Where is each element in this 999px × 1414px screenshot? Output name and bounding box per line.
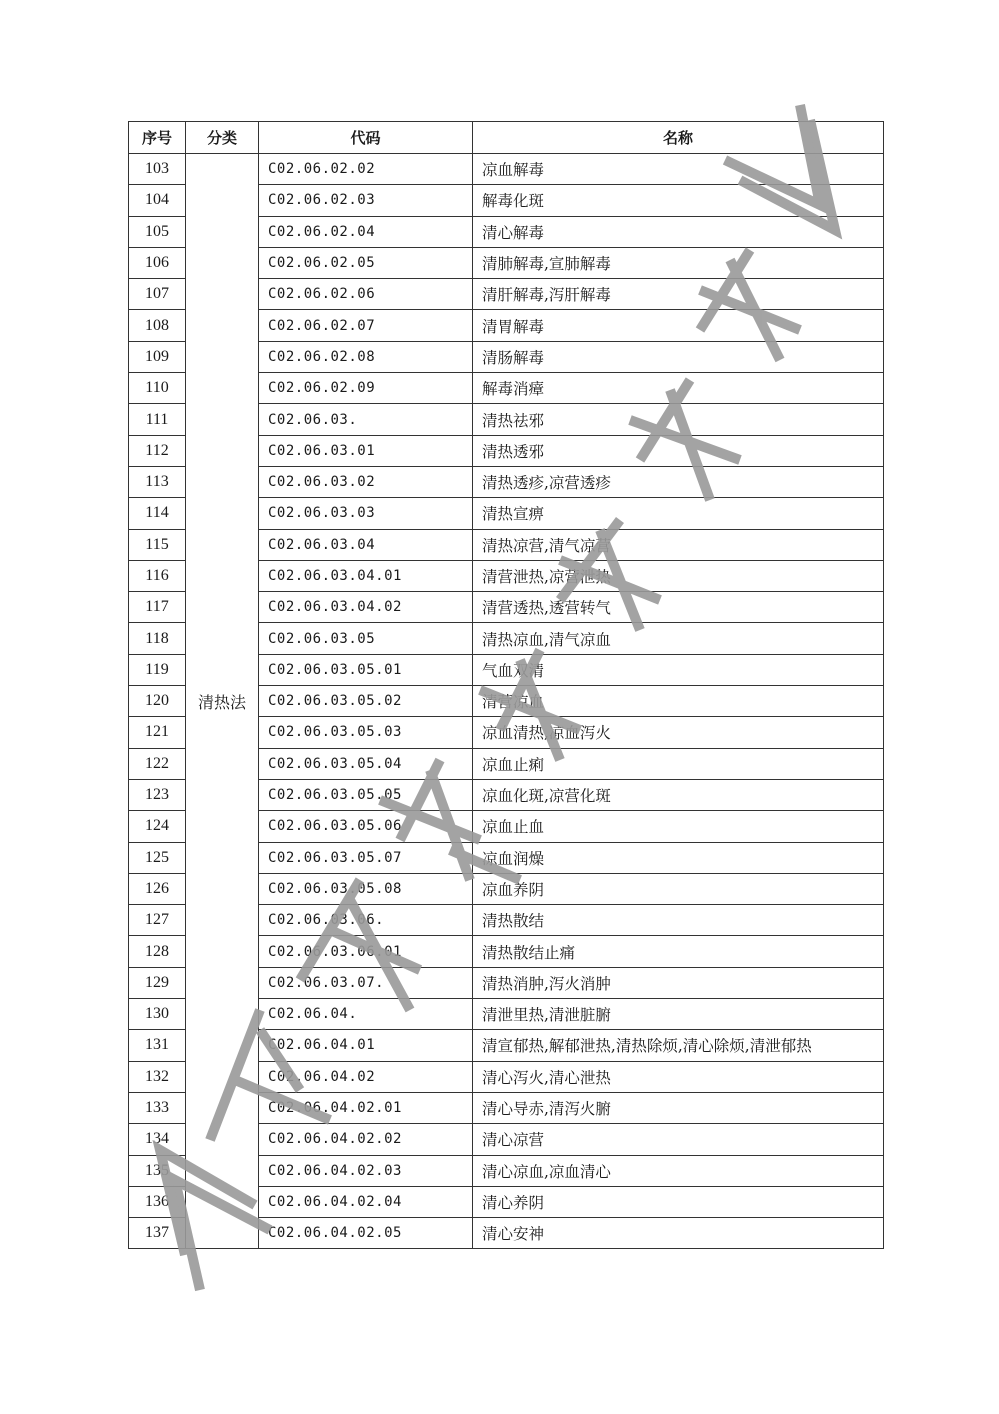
row-name: 清肠解毒 (473, 341, 884, 372)
row-name: 清心泻火,清心泄热 (473, 1061, 884, 1092)
row-code: C02.06.04.02.05 (259, 1218, 473, 1249)
row-name: 清营透热,透营转气 (473, 592, 884, 623)
row-code: C02.06.03.04.02 (259, 592, 473, 623)
row-code: C02.06.02.06 (259, 279, 473, 310)
row-name: 凉血润燥 (473, 842, 884, 873)
row-name: 清心凉营 (473, 1124, 884, 1155)
row-name: 清心导赤,清泻火腑 (473, 1092, 884, 1123)
row-code: C02.06.03.05.08 (259, 873, 473, 904)
row-name: 清营凉血 (473, 686, 884, 717)
row-name: 清热散结 (473, 905, 884, 936)
row-seq: 134 (129, 1124, 186, 1155)
row-name: 清热消肿,泻火消肿 (473, 967, 884, 998)
row-seq: 119 (129, 654, 186, 685)
row-code: C02.06.03.06.01 (259, 936, 473, 967)
row-code: C02.06.03.02 (259, 466, 473, 497)
row-code: C02.06.03.06. (259, 905, 473, 936)
row-code: C02.06.02.09 (259, 373, 473, 404)
table-row (129, 154, 884, 185)
row-seq: 110 (129, 373, 186, 404)
row-name: 清热散结止痛 (473, 936, 884, 967)
row-name: 气血双清 (473, 654, 884, 685)
row-seq: 131 (129, 1030, 186, 1061)
row-name: 凉血止痢 (473, 748, 884, 779)
row-name: 凉血清热,凉血泻火 (473, 717, 884, 748)
row-name: 凉血止血 (473, 811, 884, 842)
row-name: 清热凉血,清气凉血 (473, 623, 884, 654)
row-code: C02.06.03.05.07 (259, 842, 473, 873)
row-seq: 127 (129, 905, 186, 936)
row-name: 解毒化斑 (473, 185, 884, 216)
row-code: C02.06.04.02.02 (259, 1124, 473, 1155)
row-code: C02.06.02.04 (259, 216, 473, 247)
row-name: 清热透邪 (473, 435, 884, 466)
row-code: C02.06.04.02.01 (259, 1092, 473, 1123)
row-seq: 104 (129, 185, 186, 216)
row-name: 清热透疹,凉营透疹 (473, 466, 884, 497)
row-code: C02.06.03.01 (259, 435, 473, 466)
row-name: 凉血解毒 (473, 154, 884, 185)
row-name: 清心养阴 (473, 1186, 884, 1217)
row-code: C02.06.03.05 (259, 623, 473, 654)
header-name: 名称 (473, 122, 884, 154)
row-name: 清心安神 (473, 1218, 884, 1249)
row-seq: 112 (129, 435, 186, 466)
row-code: C02.06.02.07 (259, 310, 473, 341)
row-name: 清心解毒 (473, 216, 884, 247)
row-seq: 122 (129, 748, 186, 779)
row-name: 清热凉营,清气凉营 (473, 529, 884, 560)
row-seq: 115 (129, 529, 186, 560)
row-seq: 136 (129, 1186, 186, 1217)
row-seq: 123 (129, 779, 186, 810)
row-seq: 130 (129, 999, 186, 1030)
header-code: 代码 (259, 122, 473, 154)
row-seq: 114 (129, 498, 186, 529)
row-code: C02.06.03.05.04 (259, 748, 473, 779)
row-seq: 120 (129, 686, 186, 717)
row-name: 解毒消瘴 (473, 373, 884, 404)
code-table (128, 121, 884, 1249)
row-code: C02.06.02.02 (259, 154, 473, 185)
row-code: C02.06.03. (259, 404, 473, 435)
row-code: C02.06.03.05.06 (259, 811, 473, 842)
row-seq: 117 (129, 592, 186, 623)
row-code: C02.06.04.02.03 (259, 1155, 473, 1186)
row-code: C02.06.03.05.05 (259, 779, 473, 810)
row-code: C02.06.04.02.04 (259, 1186, 473, 1217)
row-name: 清肺解毒,宣肺解毒 (473, 247, 884, 278)
row-seq: 125 (129, 842, 186, 873)
row-code: C02.06.02.05 (259, 247, 473, 278)
row-name: 清宣郁热,解郁泄热,清热除烦,清心除烦,清泄郁热 (473, 1030, 884, 1061)
row-seq: 105 (129, 216, 186, 247)
row-name: 凉血养阴 (473, 873, 884, 904)
row-code: C02.06.02.03 (259, 185, 473, 216)
category-cell: 清热法 (186, 154, 259, 1249)
row-code: C02.06.03.07. (259, 967, 473, 998)
row-seq: 108 (129, 310, 186, 341)
row-code: C02.06.03.04.01 (259, 560, 473, 591)
row-seq: 113 (129, 466, 186, 497)
row-code: C02.06.02.08 (259, 341, 473, 372)
row-seq: 133 (129, 1092, 186, 1123)
row-seq: 129 (129, 967, 186, 998)
row-name: 清心凉血,凉血清心 (473, 1155, 884, 1186)
row-seq: 111 (129, 404, 186, 435)
row-seq: 126 (129, 873, 186, 904)
row-name: 清热宣痹 (473, 498, 884, 529)
row-code: C02.06.03.03 (259, 498, 473, 529)
header-category: 分类 (186, 122, 259, 154)
row-name: 清肝解毒,泻肝解毒 (473, 279, 884, 310)
row-seq: 124 (129, 811, 186, 842)
row-code: C02.06.04. (259, 999, 473, 1030)
row-seq: 132 (129, 1061, 186, 1092)
row-seq: 106 (129, 247, 186, 278)
row-seq: 135 (129, 1155, 186, 1186)
row-name: 清营泄热,凉营泄热 (473, 560, 884, 591)
row-code: C02.06.03.04 (259, 529, 473, 560)
row-name: 清胃解毒 (473, 310, 884, 341)
row-seq: 137 (129, 1218, 186, 1249)
row-name: 凉血化斑,凉营化斑 (473, 779, 884, 810)
row-name: 清泄里热,清泄脏腑 (473, 999, 884, 1030)
row-seq: 109 (129, 341, 186, 372)
table-header-row (129, 122, 884, 154)
header-seq: 序号 (129, 122, 186, 154)
row-code: C02.06.03.05.03 (259, 717, 473, 748)
row-code: C02.06.04.01 (259, 1030, 473, 1061)
row-code: C02.06.03.05.01 (259, 654, 473, 685)
row-seq: 116 (129, 560, 186, 591)
row-seq: 118 (129, 623, 186, 654)
row-seq: 121 (129, 717, 186, 748)
row-name: 清热祛邪 (473, 404, 884, 435)
row-seq: 107 (129, 279, 186, 310)
row-seq: 128 (129, 936, 186, 967)
row-seq: 103 (129, 154, 186, 185)
row-code: C02.06.03.05.02 (259, 686, 473, 717)
row-code: C02.06.04.02 (259, 1061, 473, 1092)
